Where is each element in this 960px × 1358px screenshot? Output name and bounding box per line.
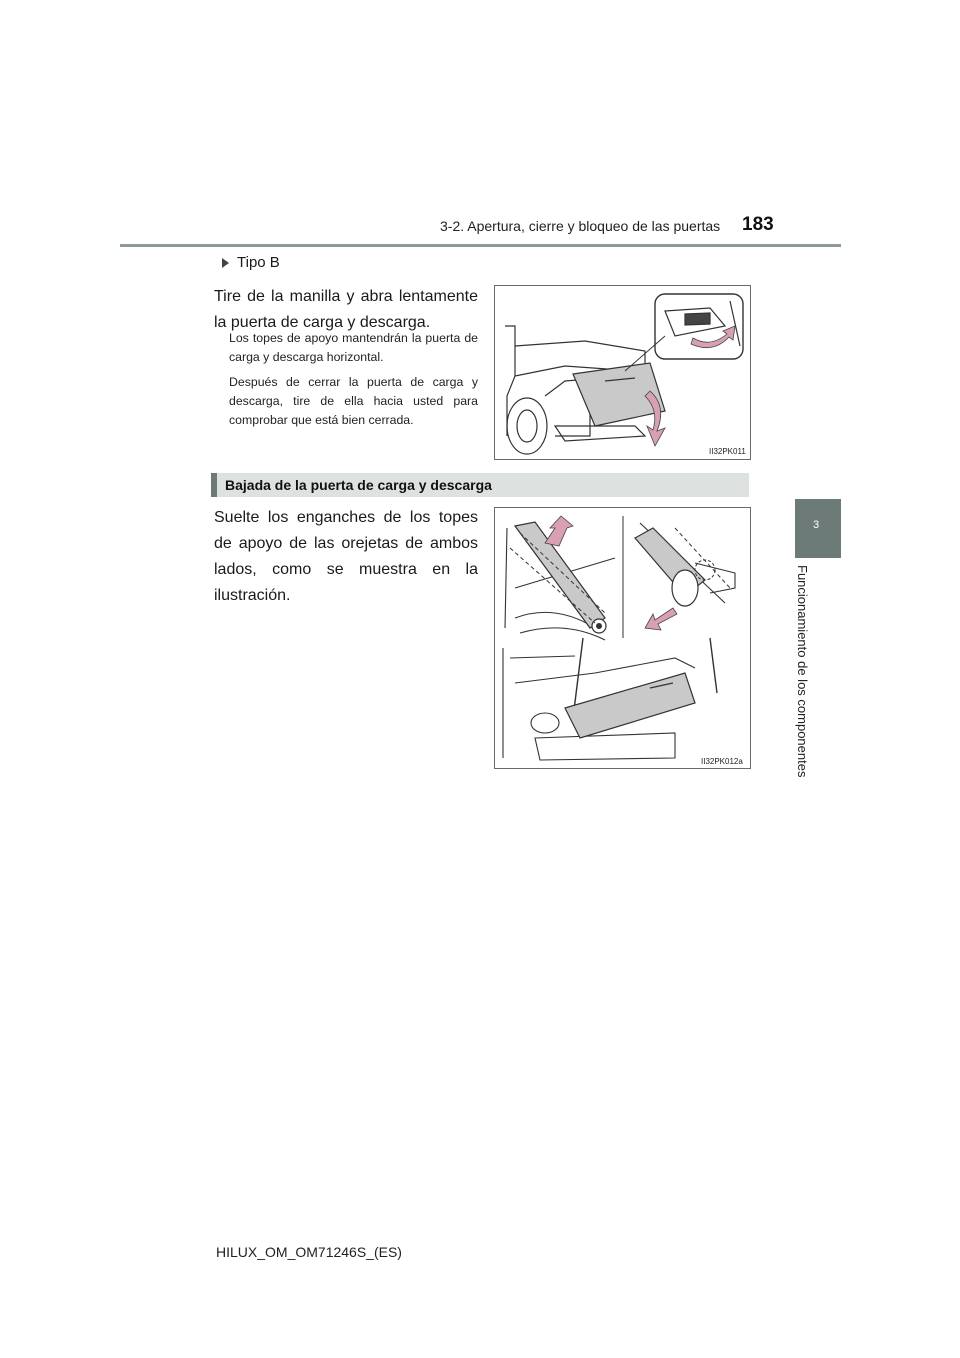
instruction-paragraph-2: Suelte los enganches de los topes de apoyo de las orejetas de ambos lados, como se muestra en la ilustración. [214,509,478,604]
instruction-paragraph-1: Tire de la manilla y abra lentamente la puerta de carga y descarga. [214,288,478,331]
handle-detail-callout [655,294,743,359]
figure-1 [494,285,751,460]
stay-lift-arrow [545,516,573,546]
header-section-title: 3-2. Apertura, cierre y bloqueo de las puertas [440,218,721,234]
footer-doc-code: HILUX_OM_OM71246S_(ES) [216,1244,402,1260]
header-rule [120,244,841,247]
tailgate-lowering-illustration [495,508,750,768]
lowered-tailgate [565,673,695,738]
section-title: Bajada de la puerta de carga y descarga [225,477,492,493]
note-paragraph-1: Los topes de apoyo mantendrán la puerta de carga y descarga horizontal. [229,331,478,364]
chapter-label: Funcionamiento de los componentes [795,565,810,778]
section-header [211,473,749,497]
figure-1-code: II32PK011 [709,447,746,456]
truck-tailgate-open-illustration [495,286,750,459]
type-line [222,254,280,271]
type-label: Tipo B [237,254,280,271]
triangle-bullet-icon [222,258,229,268]
figure-2-code: II32PK012a [701,757,743,766]
page-number: 183 [742,214,774,235]
note-paragraph-2: Después de cerrar la puerta de carga y descarga, tire de ella hacia usted para comprobar que está bien cerrada. [229,375,478,427]
release-down-arrow [645,608,677,630]
chapter-number: 3 [813,519,820,531]
swing-down-arrow [645,391,665,446]
figure-2 [494,507,751,769]
